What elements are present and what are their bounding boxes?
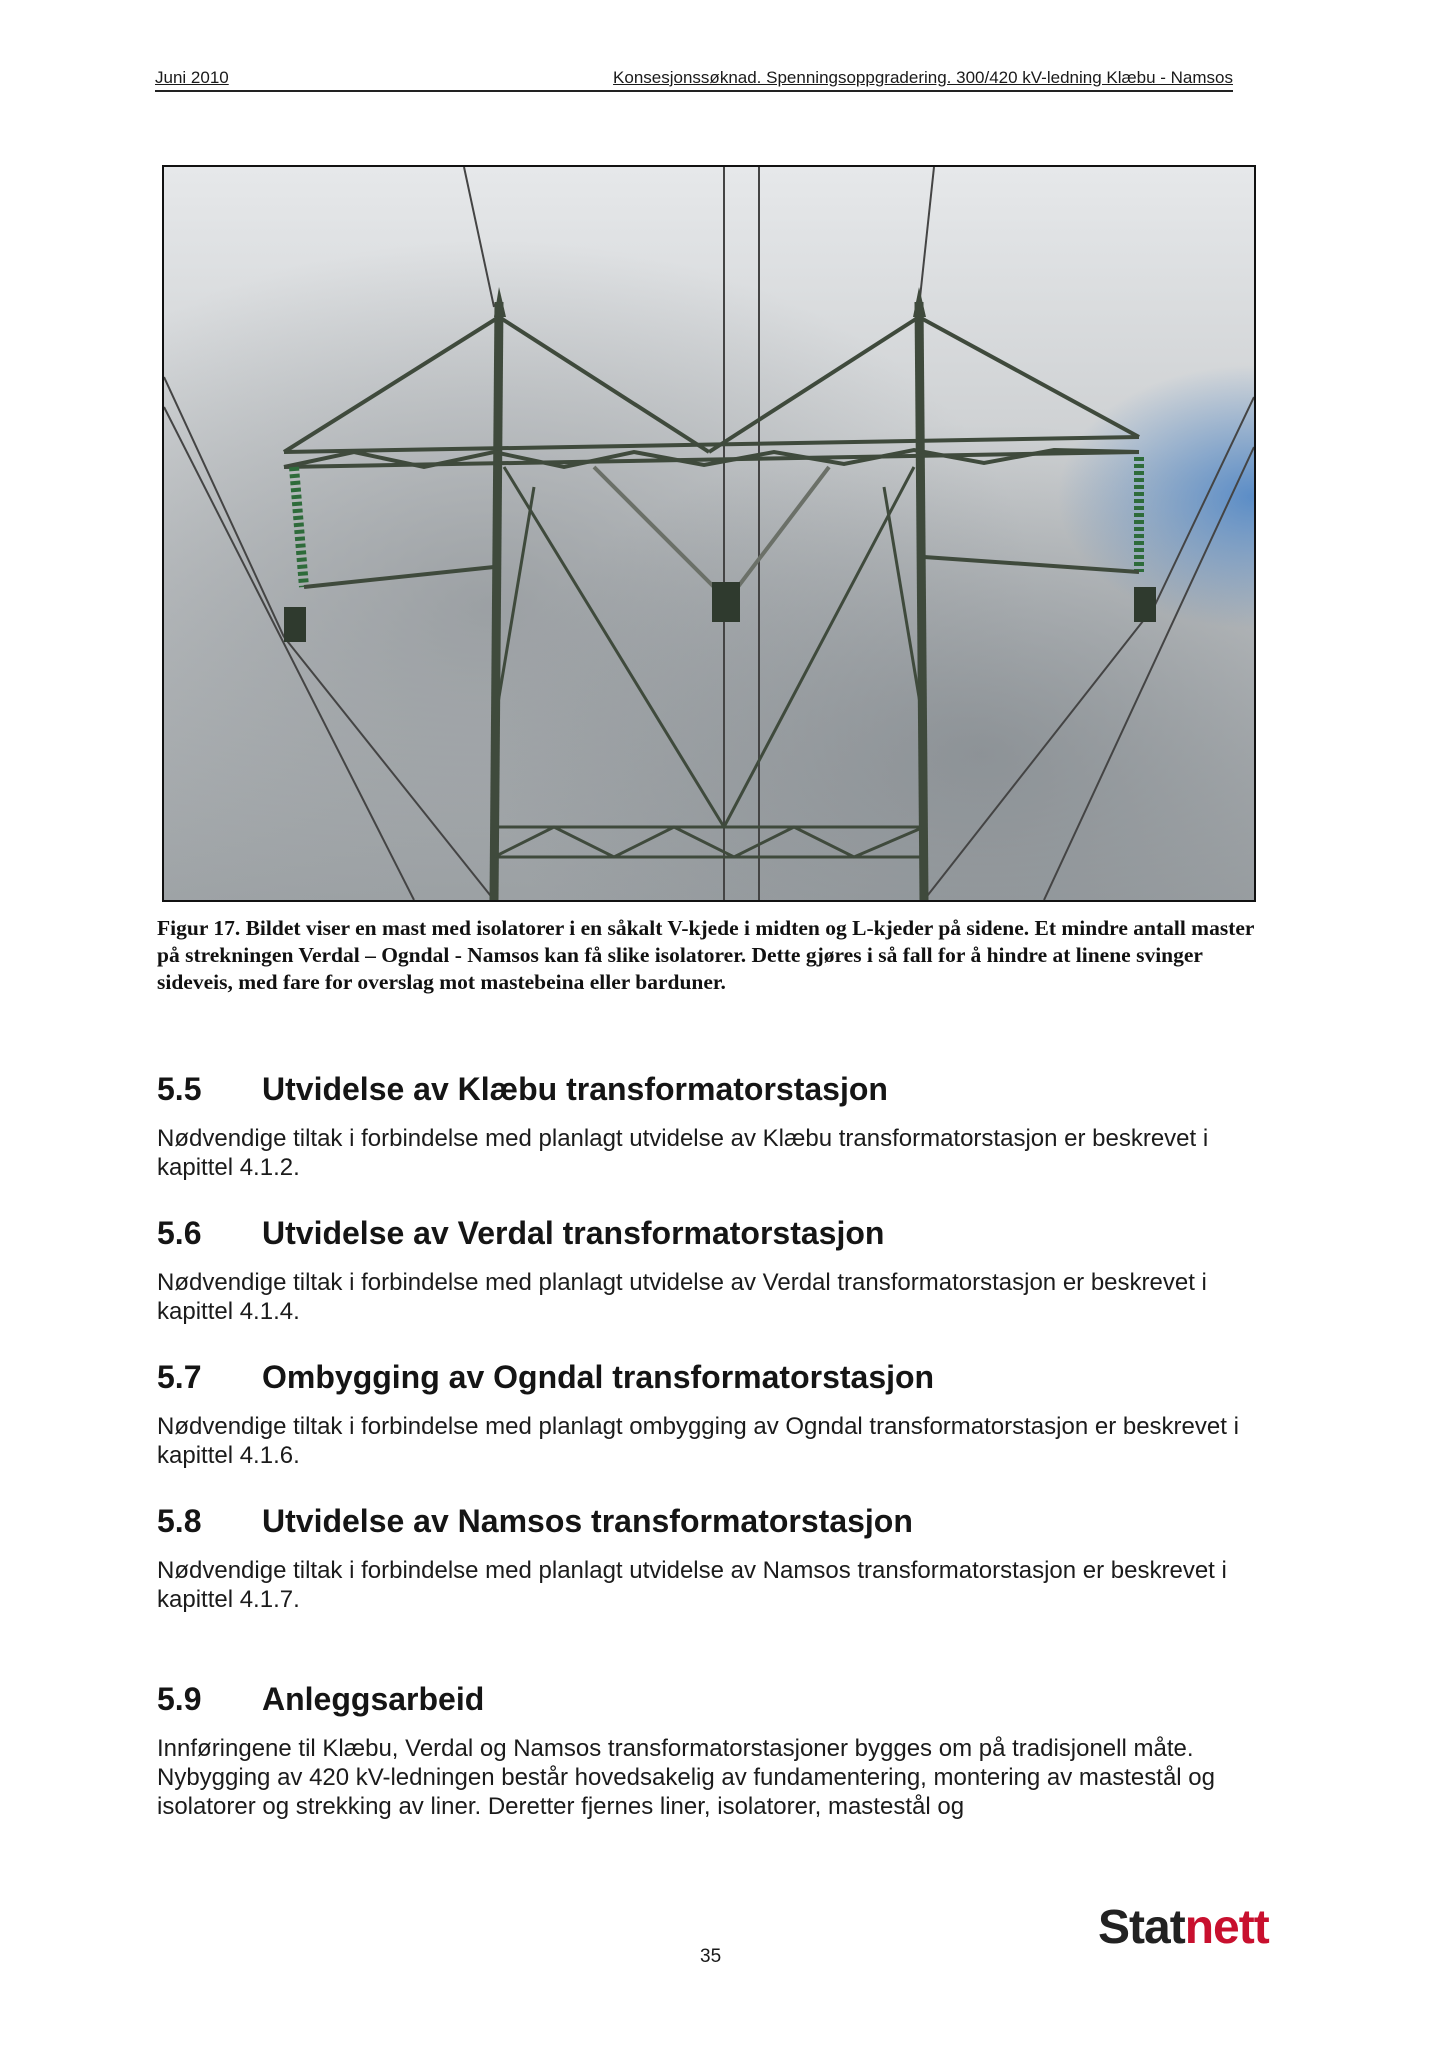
transmission-tower-image (164, 167, 1254, 900)
section-title: Utvidelse av Klæbu transformatorstasjon (262, 1071, 888, 1107)
section-heading (157, 1070, 1277, 1108)
section-number: 5.6 (157, 1215, 202, 1251)
section-heading (157, 1680, 1277, 1718)
section-5-9 (157, 1680, 1277, 1821)
page-number: 35 (700, 1946, 722, 1967)
section-heading (157, 1358, 1277, 1396)
section-heading (157, 1502, 1277, 1540)
section-number: 5.7 (157, 1359, 202, 1395)
section-title: Utvidelse av Verdal transformatorstasjon (262, 1215, 885, 1251)
tower-photo (162, 165, 1256, 902)
section-heading (157, 1214, 1277, 1252)
section-number: 5.9 (157, 1681, 202, 1717)
section-body: Nødvendige tiltak i forbindelse med planlagt utvidelse av Klæbu transformatorstasjon er beskrevet i kapittel 4.1.2. (157, 1125, 1209, 1181)
section-body: Nødvendige tiltak i forbindelse med planlagt utvidelse av Namsos transformatorstasjon er beskrevet i kapittel 4.1.7. (157, 1557, 1227, 1613)
section-5-8 (157, 1502, 1277, 1614)
header-title: Konsesjonssøknad. Spenningsoppgradering. 300/420 kV-ledning Klæbu - Namsos (613, 68, 1233, 87)
figure-caption: Figur 17. Bildet viser en mast med isolatorer i en såkalt V-kjede i midten og L-kjeder på sidene. Et mindre antall master på strekningen Verdal – Ogndal - Namsos kan få slike isolatorer. Dette gjøres i så fall for å hindre at linene svinger sideveis, med fare for overslag mot mastebeina eller barduner. (157, 916, 1255, 994)
statnett-logo (1098, 1900, 1269, 1955)
section-title: Utvidelse av Namsos transformatorstasjon (262, 1503, 913, 1539)
section-number: 5.5 (157, 1071, 202, 1107)
section-body: Innføringene til Klæbu, Verdal og Namsos transformatorstasjoner bygges om på tradisjonell måte. Nybygging av 420 kV-ledningen består hovedsakelig av fundamentering, montering av mastestål og isolatorer og strekking av liner. Deretter fjernes liner, isolatorer, mastestål og (157, 1735, 1215, 1820)
section-5-5 (157, 1070, 1277, 1182)
section-5-7 (157, 1358, 1277, 1470)
section-body: Nødvendige tiltak i forbindelse med planlagt utvidelse av Verdal transformatorstasjon er beskrevet i kapittel 4.1.4. (157, 1269, 1207, 1325)
logo-text-stat: Stat (1098, 1901, 1185, 1954)
header-date: Juni 2010 (155, 68, 229, 87)
section-body: Nødvendige tiltak i forbindelse med planlagt ombygging av Ogndal transformatorstasjon er beskrevet i kapittel 4.1.6. (157, 1413, 1239, 1469)
section-number: 5.8 (157, 1503, 202, 1539)
page-header (155, 66, 1233, 92)
logo-text-nett: nett (1184, 1901, 1269, 1954)
section-title: Ombygging av Ogndal transformatorstasjon (262, 1359, 935, 1395)
section-title: Anleggsarbeid (262, 1681, 485, 1717)
section-5-6 (157, 1214, 1277, 1326)
